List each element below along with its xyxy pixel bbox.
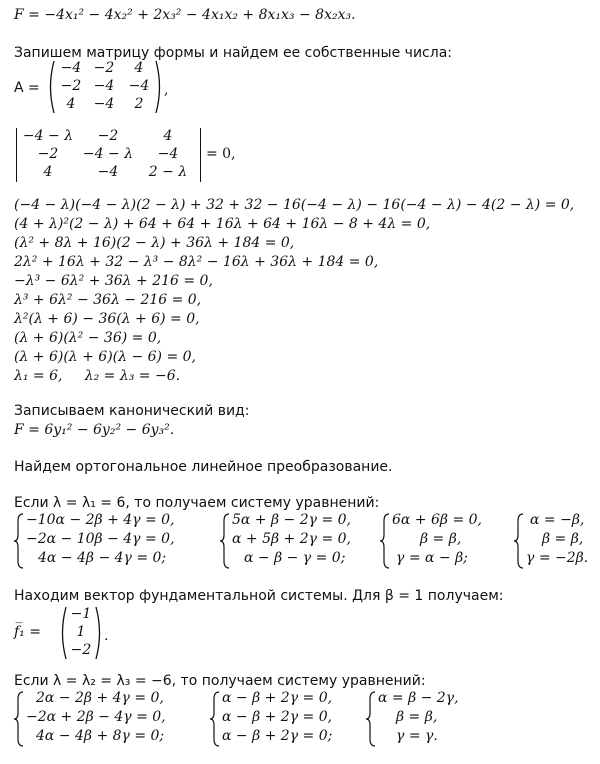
matrix-a-label: A = — [14, 80, 40, 96]
system-equation: β = β, — [396, 709, 438, 725]
equation-line: (λ + 6)(λ² − 36) = 0, — [14, 330, 162, 346]
det-cell: −4 — [97, 164, 119, 180]
det-cell: −4 − λ — [82, 146, 134, 162]
system-1-block — [14, 512, 594, 570]
matrix-cell: 2 — [134, 96, 144, 112]
det-suffix: = 0, — [206, 146, 236, 162]
system-brace — [210, 691, 220, 747]
system-2-col-a — [26, 690, 206, 748]
system-equation: −2α + 2β − 4γ = 0, — [26, 709, 166, 725]
equation-line: (4 + λ)²(2 − λ) + 64 + 64 + 16λ + 64 + 16λ − 8 + 4λ = 0, — [14, 216, 431, 232]
vector-f1-label: f̅₁ = — [14, 624, 41, 640]
system-equation: 4α − 4β − 4γ = 0; — [38, 550, 167, 566]
system-equation: −2α − 10β − 4γ = 0, — [26, 531, 175, 547]
vector-component: −2 — [70, 642, 92, 658]
det-cell: −4 — [157, 146, 179, 162]
matrix-cell: −4 — [60, 60, 82, 76]
matrix-a — [56, 60, 156, 114]
canonical-form-line: F = 6y₁² − 6y₂² − 6y₃². — [14, 422, 175, 438]
system-2-col — [232, 512, 372, 570]
vector-component: 1 — [76, 624, 86, 640]
equation-line: 2λ² + 16λ + 32 − λ³ − 8λ² − 16λ + 36λ + 184 = 0, — [14, 254, 379, 270]
system-1-col — [26, 512, 216, 570]
matrix-cell: −4 — [93, 78, 115, 94]
text-orthogonal: Найдем ортогональное линейное преобразование. — [14, 459, 393, 475]
vector-component: −1 — [70, 606, 92, 622]
quadratic-form-line: F = −4x₁² − 4x₂² + 2x₃² − 4x₁x₂ + 8x₁x₃ − 8x₂x₃. — [14, 7, 356, 23]
det-cell: 4 — [43, 164, 53, 180]
equation-line: λ³ + 6λ² − 36λ − 216 = 0, — [14, 292, 202, 308]
determinant — [20, 128, 196, 182]
equation-line: (−4 − λ)(−4 − λ)(2 − λ) + 32 + 32 − 16(−4 − λ) − 16(−4 − λ) − 4(2 − λ) = 0, — [14, 197, 575, 213]
system-equation: β = β, — [542, 531, 584, 547]
matrix-cell: −2 — [93, 60, 115, 76]
det-cell: 4 — [163, 128, 173, 144]
system-equation: β = β, — [420, 531, 462, 547]
matrix-cell: 4 — [134, 60, 144, 76]
system-equation: 6α + 6β = 0, — [392, 512, 482, 528]
text-fundamental: Находим вектор фундаментальной системы. Для β = 1 получаем: — [14, 588, 504, 604]
system-brace — [14, 691, 24, 747]
system-2-col-c — [378, 690, 488, 748]
system-2-col-b — [222, 690, 362, 748]
vector-suffix: . — [104, 628, 109, 644]
vector-f1 — [68, 606, 94, 660]
equation-line: λ²(λ + 6) − 36(λ + 6) = 0, — [14, 311, 200, 327]
system-equation: γ = α − β; — [396, 550, 468, 566]
text-case-2: Если λ = λ₂ = λ₃ = −6, то получаем систему уравнений: — [14, 673, 426, 689]
system-equation: α − β + 2γ = 0, — [222, 709, 333, 725]
system-equation: α − β + 2γ = 0, — [222, 690, 333, 706]
system-equation: α − β + 2γ = 0; — [222, 728, 333, 744]
matrix-a-block — [14, 60, 174, 114]
system-equation: γ = −2β. — [526, 550, 589, 566]
system-equation: γ = γ. — [396, 728, 438, 744]
system-equation: −10α − 2β + 4γ = 0, — [26, 512, 175, 528]
system-equation: 5α + β − 2γ = 0, — [232, 512, 351, 528]
equation-line: (λ² + 8λ + 16)(2 − λ) + 36λ + 184 = 0, — [14, 235, 295, 251]
system-equation: 2α − 2β + 4γ = 0, — [36, 690, 164, 706]
det-cell: −4 − λ — [22, 128, 74, 144]
vector-left-paren — [58, 606, 68, 660]
det-cell: −2 — [37, 146, 59, 162]
matrix-a-right-paren — [154, 60, 164, 114]
matrix-a-suffix: , — [164, 82, 169, 98]
matrix-a-left-paren — [46, 60, 56, 114]
matrix-cell: −4 — [93, 96, 115, 112]
system-2-block — [14, 690, 494, 748]
system-equation: α = −β, — [530, 512, 585, 528]
matrix-cell: 4 — [66, 96, 76, 112]
vector-f1-block — [14, 606, 134, 660]
text-matrix-intro: Запишем матрицу формы и найдем ее собственные числа: — [14, 45, 452, 61]
system-brace — [220, 513, 230, 569]
det-cell: −2 — [97, 128, 119, 144]
equation-line: (λ + 6)(λ + 6)(λ − 6) = 0, — [14, 349, 196, 365]
system-brace — [514, 513, 524, 569]
system-brace — [14, 513, 24, 569]
vector-right-paren — [94, 606, 104, 660]
equation-line: −λ³ − 6λ² + 36λ + 216 = 0, — [14, 273, 213, 289]
system-brace — [366, 691, 376, 747]
text-case-1: Если λ = λ₁ = 6, то получаем систему уравнений: — [14, 495, 380, 511]
system-3-col — [392, 512, 507, 570]
matrix-cell: −4 — [128, 78, 150, 94]
det-left-bar — [16, 128, 17, 182]
text-canonical: Записываем канонический вид: — [14, 403, 250, 419]
system-equation: α + 5β + 2γ = 0, — [232, 531, 351, 547]
det-right-bar — [200, 128, 201, 182]
system-equation: 4α − 4β + 8γ = 0; — [36, 728, 165, 744]
system-equation: α = β − 2γ, — [378, 690, 459, 706]
det-cell: 2 − λ — [148, 164, 188, 180]
system-equation: α − β − γ = 0; — [244, 550, 346, 566]
system-4-col — [526, 512, 594, 570]
matrix-cell: −2 — [60, 78, 82, 94]
eigenvalues-line: λ₁ = 6, λ₂ = λ₃ = −6. — [14, 368, 181, 384]
determinant-block — [14, 128, 254, 182]
system-brace — [380, 513, 390, 569]
